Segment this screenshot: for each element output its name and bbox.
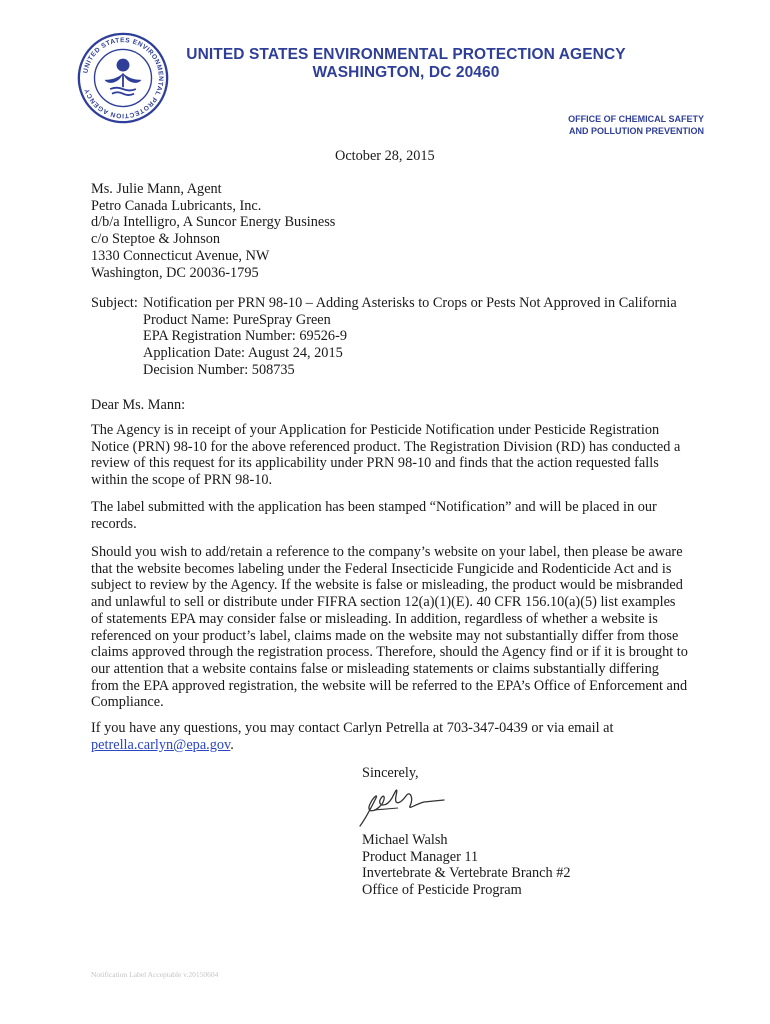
recipient-line: 1330 Connecticut Avenue, NW [91, 247, 270, 264]
subject-line: Decision Number: 508735 [143, 361, 295, 378]
recipient-line: Petro Canada Lubricants, Inc. [91, 197, 262, 214]
subject-label: Subject: [91, 295, 138, 311]
agency-name: UNITED STATES ENVIRONMENTAL PROTECTION AGENCY [186, 46, 626, 63]
subject-line: Notification per PRN 98-10 – Adding Asterisks to Crops or Pests Not Approved in California [143, 295, 677, 311]
letter-date: October 28, 2015 [335, 148, 435, 164]
agency-header [176, 46, 636, 82]
signer-office: Office of Pesticide Program [362, 882, 522, 899]
subject-block [91, 295, 691, 379]
greeting: Dear Ms. Mann: [91, 397, 186, 413]
body-paragraph-1: The Agency is in receipt of your Application for Pesticide Notification under Pesticide Registration Notice (PRN) 98-10 for the above referenced product. The Registration Division (RD) has conducted a review of this request for its applicability under PRN 98-10 and finds that the action requested falls within the scope of PRN 98-10. [91, 422, 681, 489]
body-paragraph-2: The label submitted with the application has been stamped “Notification” and will be placed in our records. [91, 499, 657, 532]
recipient-line: Ms. Julie Mann, Agent [91, 181, 222, 197]
email-link[interactable]: petrella.carlyn@epa.gov [91, 736, 231, 753]
office-line-1: OFFICE OF CHEMICAL SAFETY [568, 114, 704, 124]
body-paragraph-4 [91, 720, 689, 753]
signer-block [362, 832, 571, 899]
svg-text:UNITED STATES ENVIRONMENTAL PR: UNITED STATES ENVIRONMENTAL PROTECTION AGENCY [82, 37, 164, 119]
signer-name: Michael Walsh [362, 832, 448, 848]
closing: Sincerely, [362, 765, 419, 781]
handwritten-signature [352, 776, 452, 832]
contact-text: If you have any questions, you may contact Carlyn Petrella at 703-347-0439 or via email at [91, 720, 614, 736]
email-suffix: . [230, 736, 234, 753]
recipient-address [91, 181, 335, 281]
signer-title: Product Manager 11 [362, 848, 479, 865]
footer-note: Notification Label Acceptable v.20150604 [91, 970, 219, 979]
recipient-line: c/o Steptoe & Johnson [91, 231, 221, 248]
recipient-line: Washington, DC 20036-1795 [91, 264, 259, 281]
office-header [568, 114, 704, 137]
subject-line: EPA Registration Number: 69526-9 [143, 328, 347, 345]
body-paragraph-3: Should you wish to add/retain a reference to the company’s website on your label, then please be aware that the website becomes labeling under the Federal Insecticide Fungicide and Rodenticide Act and is subject to review by the Agency. If the website is false or misleading, the product would be misbranded and unlawful to sell or distribute under FIFRA section 12(a)(1)(E). 40 CFR 156.10(a)(5) list examples of statements EPA may consider false or misleading. In addition, regardless of whether a website is referenced on your product’s label, claims made on the website may not substantially differ from those claims approved through the registration process. Therefore, should the Agency find or if it is brought to our attention that a website contains false or misleading statements or claims substantially differing from the EPA approved registration, the website will be referred to the EPA’s Office of Enforcement and Compliance. [91, 544, 688, 711]
recipient-line: d/b/a Intelligro, A Suncor Energy Business [91, 214, 336, 231]
agency-address: WASHINGTON, DC 20460 [312, 64, 500, 81]
subject-line: Application Date: August 24, 2015 [143, 345, 343, 362]
signer-branch: Invertebrate & Vertebrate Branch #2 [362, 865, 571, 882]
office-line-2: AND POLLUTION PREVENTION [568, 125, 704, 136]
subject-line: Product Name: PureSpray Green [143, 311, 331, 328]
epa-seal-logo [77, 32, 169, 124]
